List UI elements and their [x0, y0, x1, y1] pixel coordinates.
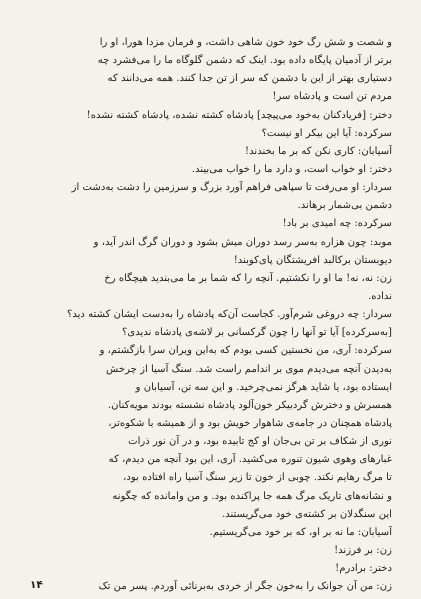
text-line: و شصت و شش رگ خود خون شاهی داشت، و فرمان مزدا هورا، او را — [99, 37, 392, 48]
text-line: تا مرگ رهایم نکند. چوبی از خون تا زیر سنگ آسیا راه افتاده بود، — [123, 472, 392, 484]
text-line: دستیاری بهتر از این با دشمن که سر از تن جدا کنند. همه می‌دانند که — [107, 73, 392, 85]
text-line: مردم تن است و پادشاه سر! — [272, 91, 392, 103]
text-line: همسرش و دخترش گردبیکر خون‌آلود پادشاه نشسته بودند مویه‌کنان. — [107, 399, 392, 411]
text-line: سرکرده: آری، من نخستین کسی بودم که به‌این ویران سرا بازگشتم، و — [99, 345, 392, 357]
text-line: نداده. — [368, 290, 392, 302]
text-line: زن: نه، نه! ما او را نکشتیم. آنچه را که شما بر ما می‌بندید هیچگاه رخ — [104, 272, 392, 284]
text-line: و نشانه‌های تاریک مرگ همه جا پراکنده بود. و من وامانده که چگونه — [112, 490, 392, 502]
text-line: ایستاده بود، یا شاید هرگز نمی‌چرخید. و این سه تن، آسیابان و — [135, 381, 392, 393]
text-line: برتر از آدمیان پایگاه داده بود. اینک که دشمن گلوگاه ما را می‌فشرد چه — [97, 55, 392, 67]
text-line: [به‌سرکرده] آیا تو آنها را چون گرکسانی بر لاشه‌ی پادشاه ندیدی؟ — [121, 327, 392, 339]
text-line: سرکرده: آیا این بیکر او نیست؟ — [261, 127, 392, 139]
text-line: سردار: او می‌رفت تا سپاهی فراهم آورد بزرگ و سرزمین را دشت به‌دشت از — [71, 182, 392, 194]
text-line: موبد: چون هزاره به‌سر رسد دوران میش بشود و دوران گرگ اندر آید، و — [93, 236, 392, 248]
text-line: دختر: برادرم! — [335, 563, 392, 575]
text-line: دیوبستان برکالبد افریشتگان پای‌کوبند! — [233, 254, 392, 266]
text-line: غبارهای وهوی شیون تنوره می‌کشید. آری، این بود آنچه من دیدم، که — [108, 454, 392, 466]
text-line: زن: من آن جوانک را به‌خون جگر از خردی به‌برنائی آوردم. پسر من تک — [98, 581, 392, 593]
text-line: آسیابان: کاری نکن که بر ما بخندند! — [245, 145, 392, 157]
text-line: سرکرده: چه امیدی بر باد! — [282, 218, 392, 230]
text-line: نوری از شکاف بر تن بی‌جان او کج تابیده بود، و در آن نور ذرات — [128, 436, 392, 448]
text-line: این سنگدلان بر کشته‌ی خود می‌گریستند. — [222, 508, 392, 520]
text-line: دشمن بی‌شمار برهاند. — [297, 200, 392, 212]
text-line: آسیابان: ما نه بر او، که بر خود می‌گریستیم. — [209, 526, 392, 538]
text-line: پادشاه همچنان در جامه‌ی شاهوار خویش بود و از همیشه با شکوه‌تر، — [108, 417, 392, 429]
text-line: به‌دیدن آنچه می‌دیدم موی بر اندامم راست شد. سنگ آسیا از چرخش — [105, 363, 392, 375]
text-line: دختر: او خواب است، و دارد ما را خواب می‌بیند. — [191, 163, 392, 175]
text-line: زن: بر فرزند! — [334, 544, 392, 556]
text-line: دختر: [فریادکنان به‌خود می‌پیچد] پادشاه کشته نشده، پادشاه کشته نشده! — [86, 109, 392, 121]
play-text-body — [30, 34, 392, 596]
page-number: ۱۴ — [30, 579, 43, 591]
text-line: سردار: چه دروغی شرم‌آور. کجاست آن‌که پادشاه را به‌دست ایشان کشته دید؟ — [66, 309, 392, 321]
